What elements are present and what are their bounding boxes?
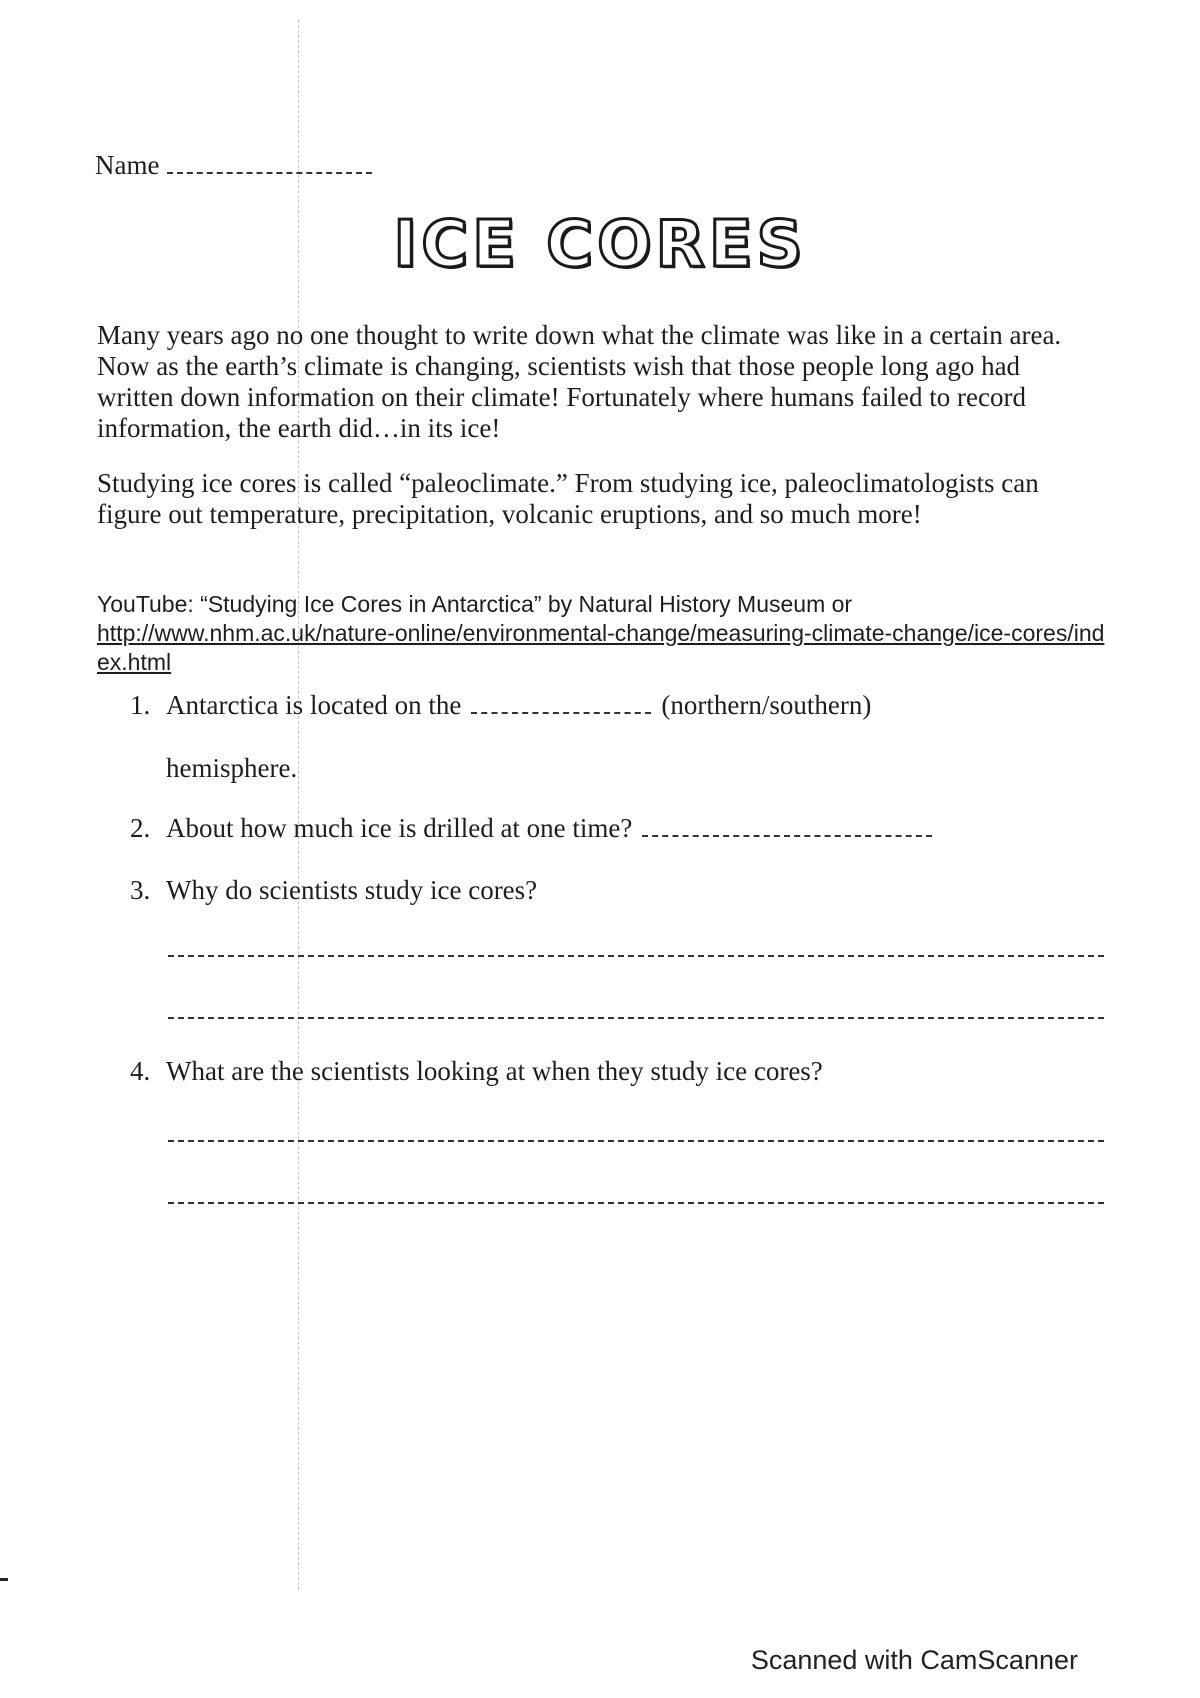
name-blank[interactable] xyxy=(167,150,372,174)
question-2 xyxy=(130,813,932,844)
question-number: 4. xyxy=(130,1056,151,1086)
scanner-watermark: Scanned with CamScanner xyxy=(750,1645,1078,1675)
source-text: YouTube: “Studying Ice Cores in Antarctica” by Natural History Museum or xyxy=(97,591,853,617)
page-title: ICE CORES xyxy=(393,208,807,282)
question-text: About how much ice is drilled at one time? xyxy=(166,813,633,843)
question-1 xyxy=(130,690,871,721)
question-1-continuation: hemisphere. xyxy=(166,753,298,783)
answer-line-3b[interactable] xyxy=(168,1017,1104,1019)
question-4 xyxy=(130,1056,823,1087)
intro-paragraph: Many years ago no one thought to write down what the climate was like in a certain area. Now as the earth’s climate is changing, scientists wish that those people long ago had written down information on their climate! Fortunately where humans failed to record information, the earth did…in its ice! xyxy=(97,320,1062,443)
name-label: Name xyxy=(95,150,160,180)
question-text: Why do scientists study ice cores? xyxy=(166,875,538,905)
question-number: 2. xyxy=(130,813,151,843)
question-text: What are the scientists looking at when they study ice cores? xyxy=(166,1056,823,1086)
answer-blank-2[interactable] xyxy=(642,815,932,837)
scan-edge-mark xyxy=(0,1578,8,1581)
paleoclimate-paragraph: Studying ice cores is called “paleoclimate.” From studying ice, paleoclimatologists can figure out temperature, precipitation, volcanic eruptions, and so much more! xyxy=(97,468,1039,529)
name-row xyxy=(95,150,372,181)
question-3 xyxy=(130,875,537,906)
answer-blank-1[interactable] xyxy=(471,692,651,714)
source-link[interactable]: http://www.nhm.ac.uk/nature-online/environmental-change/measuring-climate-change/ice-cores/index.html xyxy=(97,620,1105,675)
answer-line-4a[interactable] xyxy=(168,1140,1104,1142)
source-reference xyxy=(97,590,1117,677)
question-number: 1. xyxy=(130,690,151,720)
question-options: (northern/southern) xyxy=(661,690,872,720)
question-text: Antarctica is located on the xyxy=(166,690,462,720)
answer-line-3a[interactable] xyxy=(168,955,1104,957)
question-number: 3. xyxy=(130,875,151,905)
answer-line-4b[interactable] xyxy=(168,1202,1104,1204)
